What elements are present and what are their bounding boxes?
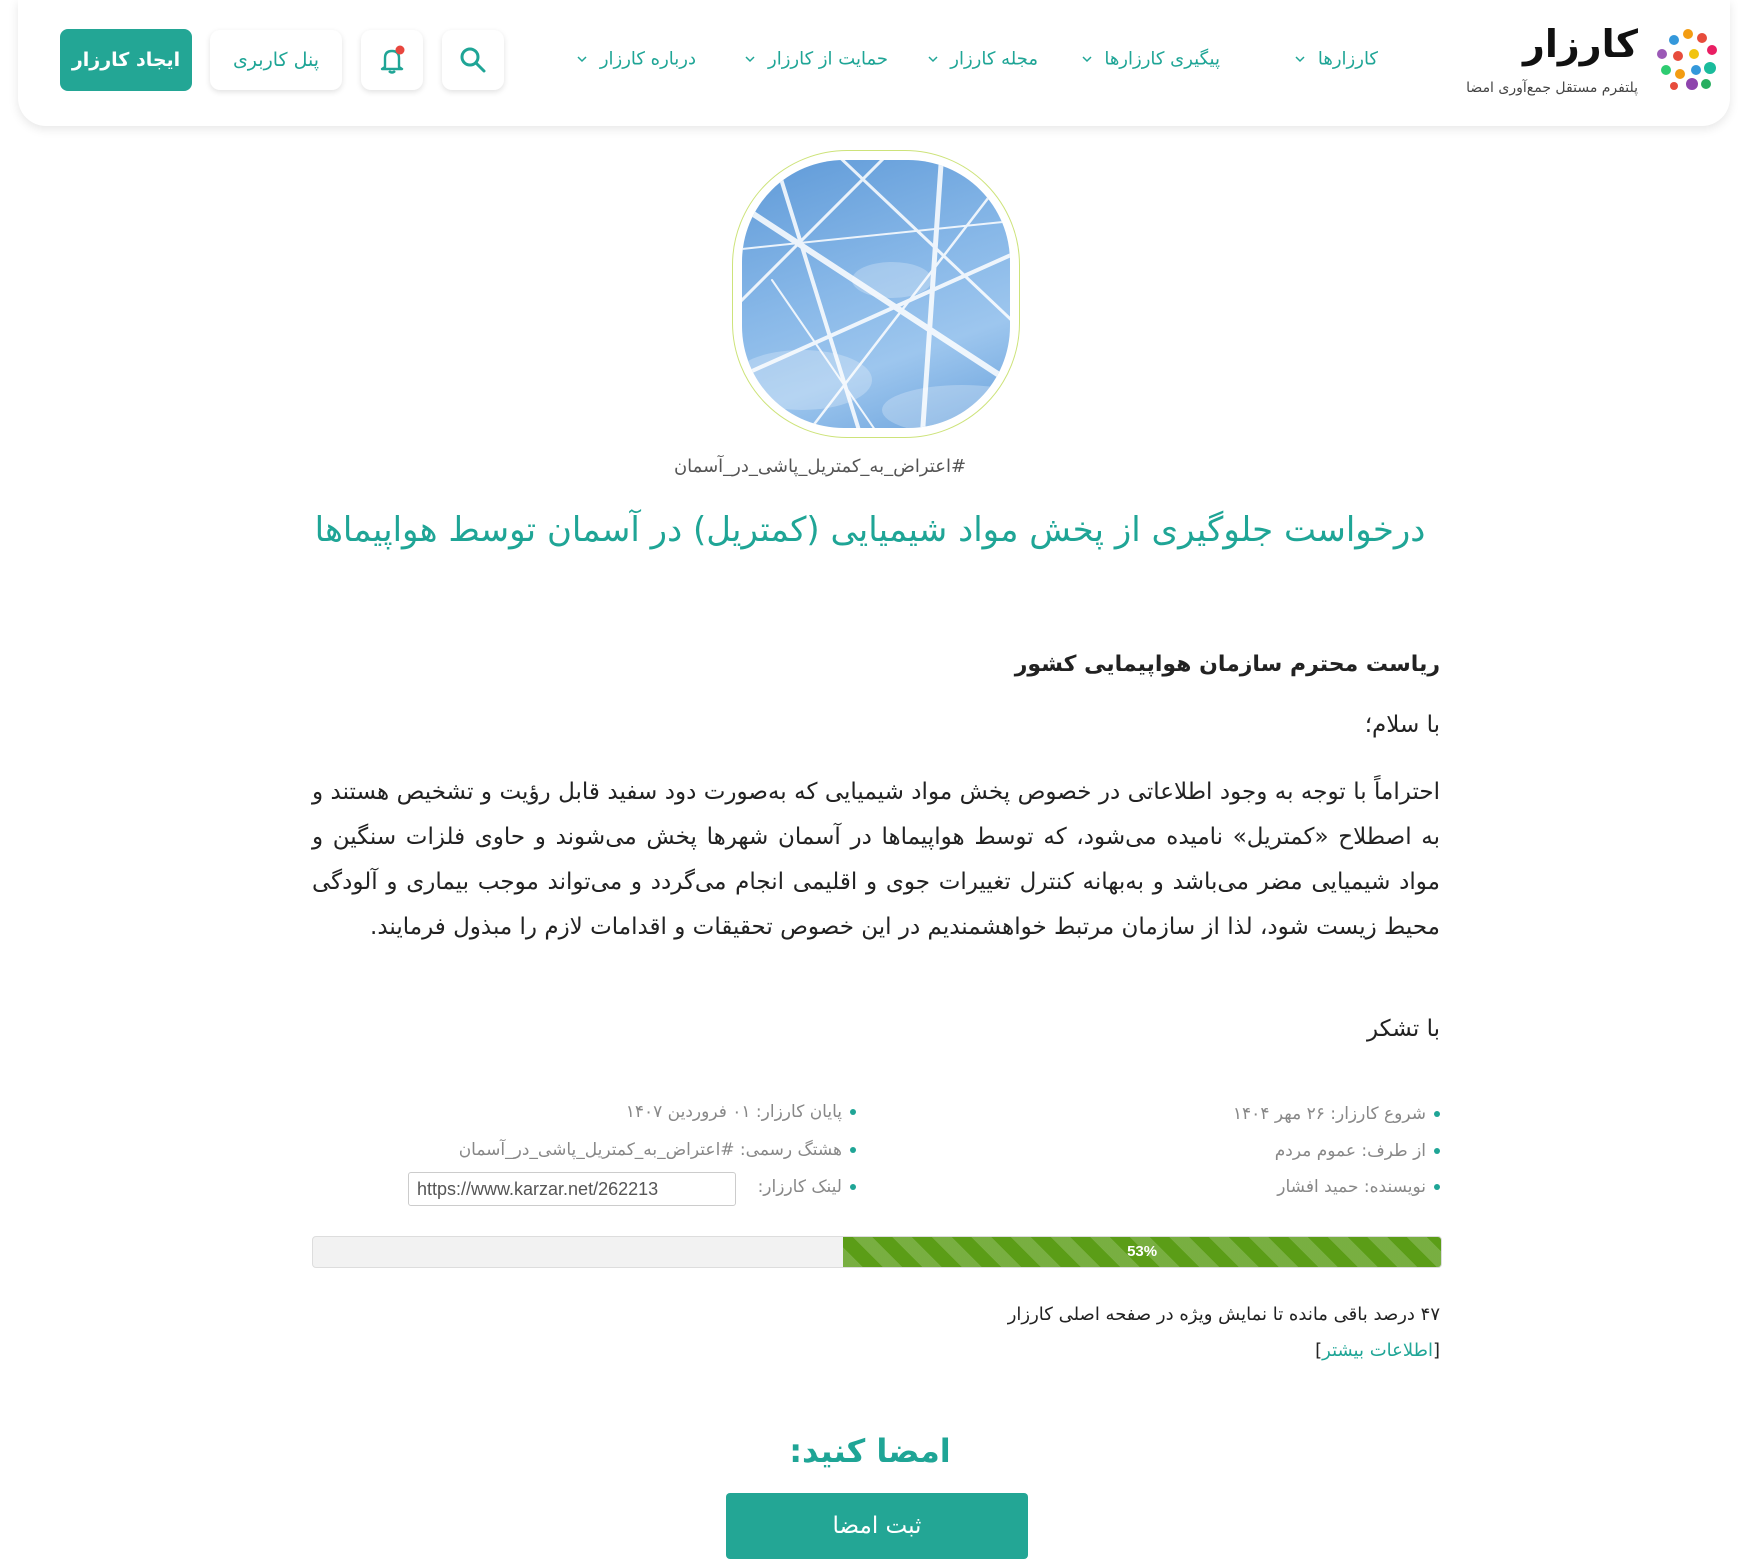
meta-author [1150, 1177, 1440, 1197]
site-header [18, 0, 1730, 126]
bracket-close: ] [1315, 1340, 1323, 1361]
more-info-link[interactable]: اطلاعات بیشتر [1322, 1340, 1433, 1361]
campaign-image [742, 160, 1010, 428]
meta-end-text: پایان کارزار: ۰۱ فروردین ۱۴۰۷ [625, 1102, 842, 1122]
nav-item-magazine[interactable] [898, 48, 1038, 78]
bullet-icon [850, 1184, 856, 1190]
user-panel-button[interactable]: پنل کاربری [210, 30, 342, 90]
create-campaign-button[interactable]: ایجاد کارزار [60, 29, 192, 91]
chevron-down-icon [927, 53, 939, 65]
search-button[interactable] [442, 30, 504, 90]
sky-contrails-image [742, 160, 1010, 428]
chevron-down-icon [1294, 53, 1306, 65]
nav-item-about[interactable] [556, 48, 696, 78]
meta-start-date [1150, 1104, 1440, 1124]
brand-tagline: پلتفرم مستقل جمع‌آوری امضا [1466, 80, 1638, 96]
letter-greeting: با سلام؛ [1364, 712, 1440, 738]
meta-from-text: از طرف: عموم مردم [1274, 1141, 1426, 1161]
meta-end-date [560, 1102, 856, 1122]
submit-signature-button[interactable]: ثبت امضا [726, 1493, 1028, 1559]
bracket-open: [ [1432, 1340, 1440, 1361]
sign-heading: امضا کنید: [789, 1432, 951, 1470]
more-info [1100, 1340, 1440, 1361]
bullet-icon [1434, 1184, 1440, 1190]
brand-name[interactable]: کارزار [1522, 22, 1638, 66]
campaign-link-field[interactable] [408, 1172, 736, 1206]
letter-body: احتراماً با توجه به وجود اطلاعاتی در خصوص پخش مواد شیمیایی که به‌صورت دود سفید قابل رؤیت و تشخیص هستند و به اصطلاح «کمتریل» نامیده می‌شود، که توسط هواپیماها در آسمان شهرها پخش می‌شوند و حاوی فلزات سنگین و مواد شیمیایی مضر می‌باشد و به‌بهانه کنترل تغییرات جوی و اقلیمی انجام می‌گردد و می‌تواند موجب بیماری و آلودگی محیط زیست شود، لذا از سازمان مرتبط خواهشمندیم در این خصوص تحقیقات و اقدامات لازم را مبذول فرمایند. [312, 779, 1440, 940]
bullet-icon [1434, 1148, 1440, 1154]
nav-item-label: پیگیری کارزارها [1104, 48, 1220, 70]
nav-item-label: مجله کارزار [950, 48, 1038, 70]
nav-item-support[interactable] [708, 48, 888, 78]
nav-item-label: حمایت از کارزار [768, 48, 888, 70]
meta-from [1150, 1141, 1440, 1161]
nav-item-tracking[interactable] [1050, 48, 1220, 78]
karzar-logo-icon[interactable] [1648, 28, 1720, 92]
letter-closing: با تشکر [1366, 1016, 1440, 1042]
meta-start-text: شروع کارزار: ۲۶ مهر ۱۴۰۴ [1232, 1104, 1426, 1124]
bell-icon [377, 45, 407, 75]
nav-item-label: کارزارها [1317, 48, 1378, 70]
bullet-icon [850, 1147, 856, 1153]
nav-item-campaigns[interactable] [1238, 48, 1378, 78]
progress-percent-label: 53% [1127, 1243, 1158, 1260]
meta-link-label: لینک کارزار: [757, 1177, 842, 1197]
bullet-icon [850, 1109, 856, 1115]
progress-bar [312, 1236, 1442, 1268]
notifications-button[interactable] [361, 30, 423, 90]
meta-hashtag-text: هشتگ رسمی: #اعتراض_به_کمتریل_پاشی_در_آسمان [458, 1140, 842, 1160]
letter-addressee: ریاست محترم سازمان هواپیمایی کشور [1014, 652, 1440, 677]
meta-link [745, 1177, 856, 1197]
meta-author-text: نویسنده: حمید افشار [1277, 1177, 1426, 1197]
chevron-down-icon [744, 53, 756, 65]
bullet-icon [1434, 1111, 1440, 1117]
campaign-hashtag[interactable]: #اعتراض_به_کمتریل_پاشی_در_آسمان [673, 456, 967, 477]
progress-remaining-text: ۴۷ درصد باقی مانده تا نمایش ویژه در صفحه اصلی کارزار [1007, 1304, 1440, 1325]
chevron-down-icon [576, 53, 588, 65]
search-icon [459, 46, 487, 74]
campaign-title: درخواست جلوگیری از پخش مواد شیمیایی (کمتریل) در آسمان توسط هواپیماها [314, 510, 1426, 550]
meta-official-hashtag [380, 1140, 856, 1160]
nav-item-label: درباره کارزار [599, 48, 696, 70]
chevron-down-icon [1081, 53, 1093, 65]
